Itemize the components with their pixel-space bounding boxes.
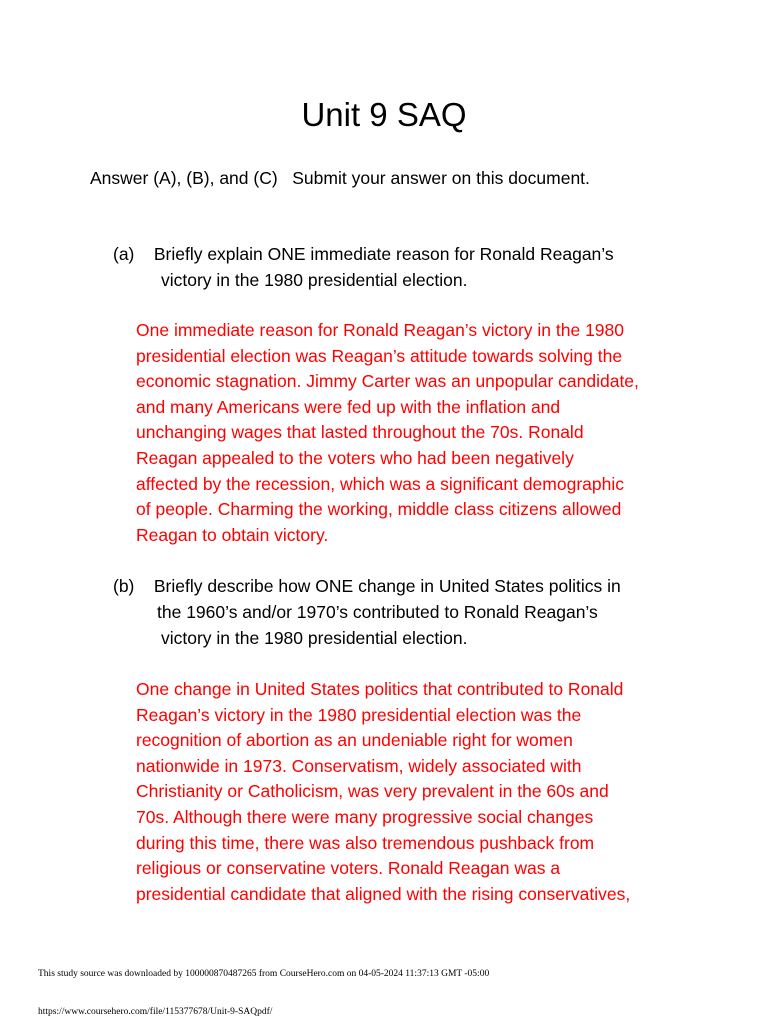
answer-b-line: presidential candidate that aligned with the rising conservatives, bbox=[136, 883, 631, 904]
question-a bbox=[113, 241, 614, 293]
answer-a-line: Reagan appealed to the voters who had been negatively bbox=[136, 447, 574, 468]
answer-a bbox=[136, 318, 696, 548]
answer-a-line: presidential election was Reagan’s attitude towards solving the bbox=[136, 345, 623, 366]
answer-b bbox=[136, 677, 696, 907]
question-a-text-1: Briefly explain ONE immediate reason for Ronald Reagan’s bbox=[153, 244, 614, 264]
question-b bbox=[113, 573, 621, 651]
answer-a-line: economic stagnation. Jimmy Carter was an unpopular candidate, bbox=[136, 371, 639, 392]
answer-b-line: recognition of abortion as an undeniable right for women bbox=[136, 730, 573, 751]
question-a-label: (a) bbox=[113, 244, 135, 264]
answer-b-line: One change in United States politics that contributed to Ronald bbox=[136, 679, 624, 699]
answer-a-line: and many Americans were fed up with the inflation and bbox=[136, 396, 561, 417]
question-b-line-1 bbox=[113, 573, 621, 599]
download-source-note: This study source was downloaded by 100000870487265 from CourseHero.com on 04-05-2024 11:37:13 GMT -05:00 bbox=[38, 969, 490, 979]
answer-a-line: affected by the recession, which was a significant demographic bbox=[136, 473, 625, 494]
answer-a-line: of people. Charming the working, middle class citizens allowed bbox=[136, 499, 622, 520]
answer-b-line: nationwide in 1973. Conservatism, widely associated with bbox=[136, 755, 582, 776]
source-url[interactable]: https://www.coursehero.com/file/115377678/Unit-9-SAQpdf/ bbox=[38, 1007, 273, 1017]
page-title: Unit 9 SAQ bbox=[301, 96, 467, 133]
answer-a-line: One immediate reason for Ronald Reagan’s victory in the 1980 bbox=[136, 320, 625, 340]
answer-b-line: 70s. Although there were many progressive social changes bbox=[136, 806, 594, 827]
question-a-line-2: victory in the 1980 presidential election. bbox=[161, 270, 468, 290]
instructions-text: Answer (A), (B), and (C) Submit your answer on this document. bbox=[90, 168, 590, 188]
answer-b-line: Christianity or Catholicism, was very prevalent in the 60s and bbox=[136, 781, 609, 802]
answer-a-line: Reagan to obtain victory. bbox=[136, 524, 329, 545]
question-b-line-2: the 1960’s and/or 1970’s contributed to Ronald Reagan’s bbox=[157, 602, 598, 622]
question-b-label: (b) bbox=[113, 576, 135, 596]
answer-b-line: during this time, there was also tremendous pushback from bbox=[136, 832, 595, 853]
question-a-line-1 bbox=[113, 241, 614, 267]
answer-b-line: Reagan’s victory in the 1980 presidential election was the bbox=[136, 704, 582, 725]
answer-a-line: unchanging wages that lasted throughout the 70s. Ronald bbox=[136, 422, 584, 443]
question-b-text-1: Briefly describe how ONE change in United States politics in bbox=[153, 576, 621, 596]
answer-b-line: religious or conservatine voters. Ronald Reagan was a bbox=[136, 858, 561, 879]
question-b-line-3: victory in the 1980 presidential election. bbox=[161, 628, 468, 648]
